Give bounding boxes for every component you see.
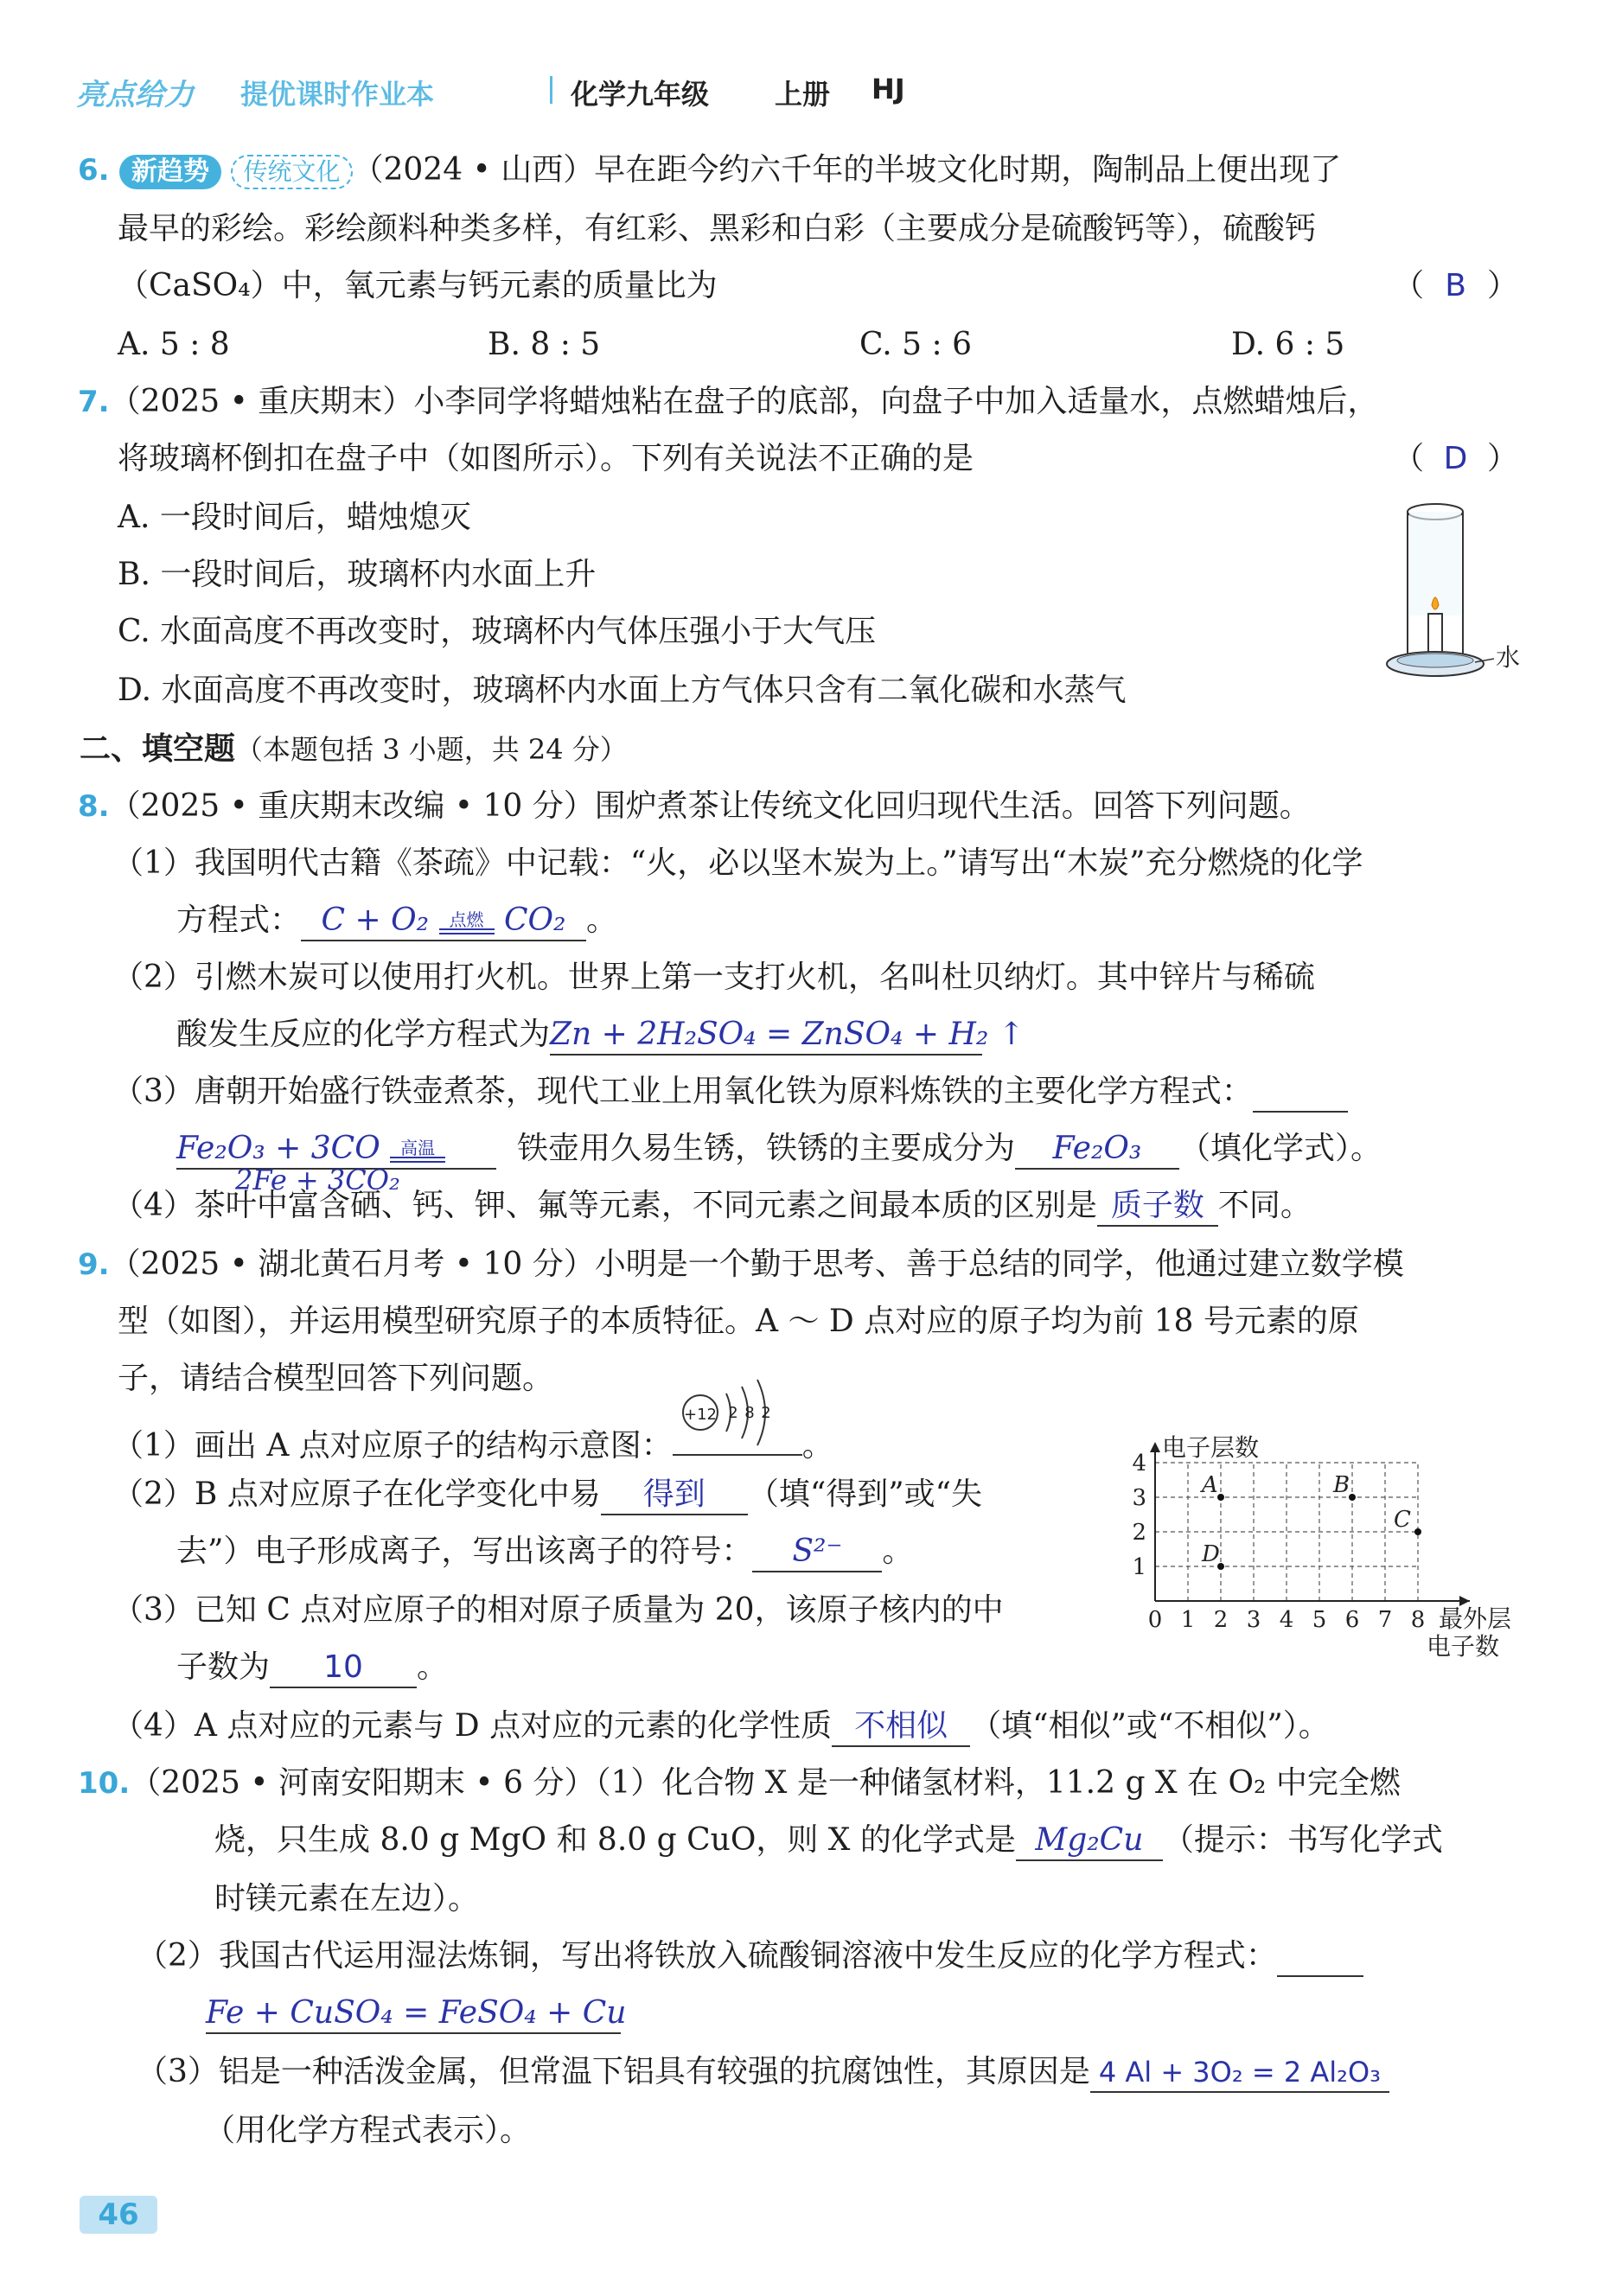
x-tick-label-4: 4 <box>1279 1607 1294 1633</box>
q10-p3a <box>137 2050 1389 2094</box>
q9-p1-answer-blank <box>673 1404 802 1456</box>
q8-p1-ans-left: C + O₂ <box>321 902 430 938</box>
q9-p2-answer: 得到 <box>601 1476 748 1515</box>
q6-text-1: （2024 • 山西）早在距今约六千年的半坡文化时期，陶制品上便出现了 <box>352 152 1342 188</box>
q9-p4a-text: （4）A 点对应的元素与 D 点对应的元素的化学性质 <box>112 1708 833 1744</box>
q8-p1-end: 。 <box>586 902 618 938</box>
q9-p1-end: 。 <box>801 1428 833 1464</box>
x-axis-label-line2: 电子数 <box>1427 1632 1500 1661</box>
q9-text-1: （2025 • 湖北黄石月考 • 10 分）小明是一个勤于思考、善于总结的同学，他通过建立数学模 <box>109 1247 1404 1282</box>
point-label-D: D <box>1202 1541 1220 1567</box>
q9-p1-text: （1）画出 A 点对应原子的结构示意图： <box>112 1428 673 1464</box>
condition-equal-sign <box>439 911 495 934</box>
atom-structure-diagram <box>673 1371 802 1449</box>
nucleus-charge: +12 <box>683 1406 717 1424</box>
q7-option-c: C. 水面高度不再改变时，玻璃杯内气体压强小于大气压 <box>118 614 877 649</box>
q7-option-d: D. 水面高度不再改变时，玻璃杯内水面上方气体只含有二氧化碳和水蒸气 <box>118 673 1127 708</box>
x-tick-label-7: 7 <box>1377 1607 1393 1633</box>
electron-shell-chart <box>1121 1418 1518 1677</box>
q8-p4 <box>112 1184 1312 1228</box>
q8-p4-end: 不同。 <box>1217 1188 1312 1223</box>
q8-p3-mid: 铁壶用久易生锈，铁锈的主要成分为 <box>517 1131 1016 1166</box>
q9-line1 <box>78 1243 1404 1286</box>
page-header <box>76 67 1546 111</box>
point-C <box>1414 1528 1421 1535</box>
point-A <box>1217 1494 1224 1501</box>
q10-p3a-text: （3）铝是一种活泼金属，但常温下铝具有较强的抗腐蚀性，其原因是 <box>137 2054 1090 2089</box>
q9-p2b-text: （填“得到”或“失 <box>747 1476 983 1512</box>
q8-p1-condition: 点燃 <box>449 909 484 930</box>
water-label: 水 <box>1496 643 1521 672</box>
q7-text-1: （2025 • 重庆期末）小李同学将蜡烛粘在盘子的底部，向盘子中加入适量水，点燃蜡烛后， <box>109 384 1379 419</box>
q10-line1 <box>78 1762 1401 1805</box>
q7-answer-bracket: （ D ） <box>1393 437 1518 481</box>
shell-1-electrons: 2 <box>728 1404 738 1422</box>
q6-option-c: C. 5 : 6 <box>859 327 972 362</box>
volume: 上册 <box>775 78 831 111</box>
q6-line2: 最早的彩绘。彩绘颜料种类多样，有红彩、黑彩和白彩（主要成分是硫酸钙等），硫酸钙 <box>118 211 1317 246</box>
q7-option-a: A. 一段时间后，蜡烛熄灭 <box>118 500 471 535</box>
q8-p2-answer: Zn + 2H₂SO₄ = ZnSO₄ + H₂ ↑ <box>550 1016 982 1056</box>
q8-number: 8. <box>78 789 110 824</box>
q9-line3: 子，请结合模型回答下列问题。 <box>118 1361 554 1396</box>
page-number <box>80 2196 157 2234</box>
x-tick-label-0: 0 <box>1147 1607 1163 1633</box>
edition: HJ <box>872 73 905 105</box>
q9-p2c-text: 去”）电子形成离子，写出该离子的符号： <box>176 1534 753 1569</box>
series: 提优课时作业本 <box>240 78 435 111</box>
q8-p3a-text: （3）唐朝开始盛行铁壶煮茶，现代工业上用氧化铁为原料炼铁的主要化学方程式： <box>112 1074 1253 1109</box>
q10-text-1: （2025 • 河南安阳期末 • 6 分）（1）化合物 X 是一种储氢材料，11.2 g X 在 O₂ 中完全燃 <box>130 1765 1401 1801</box>
q9-p3b <box>176 1646 448 1689</box>
q8-p3-answer-2: Fe₂O₃ <box>1015 1130 1179 1170</box>
y-tick-label-4: 4 <box>1132 1451 1146 1476</box>
q6-answer-bracket: （ B ） <box>1393 265 1518 308</box>
candle-glass-figure <box>1383 493 1530 692</box>
q10-p2-blank-start <box>1277 1937 1363 1977</box>
q9-p3b-text: 子数为 <box>176 1649 271 1685</box>
q6-line1 <box>78 149 1341 192</box>
q8-line1 <box>78 785 1311 828</box>
q6-option-a: A. 5 : 8 <box>118 327 230 362</box>
q9-p3a: （3）已知 C 点对应原子的相对原子质量为 20，该原子核内的中 <box>112 1592 1004 1628</box>
shell-3-electrons: 2 <box>761 1404 771 1422</box>
q6-option-d: D. 6 : 5 <box>1231 327 1345 362</box>
q6-option-b: B. 8 : 5 <box>488 327 601 362</box>
q10-p2b <box>206 1992 627 2035</box>
point-label-A: A <box>1202 1472 1218 1498</box>
x-tick-label-5: 5 <box>1312 1607 1327 1633</box>
q8-p3a <box>112 1070 1348 1113</box>
y-tick-label-1: 1 <box>1132 1554 1146 1580</box>
q8-p1b <box>176 899 617 942</box>
y-axis-label: 电子层数 <box>1162 1433 1260 1462</box>
q7-text-2: 将玻璃杯倒扣在盘子中（如图所示）。下列有关说法不正确的是 <box>118 441 974 476</box>
culture-tag: 传统文化 <box>231 155 352 189</box>
brand: 亮点给力 <box>76 78 194 112</box>
q9-p4-end: （填“相似”或“不相似”）。 <box>970 1708 1330 1744</box>
point-B <box>1349 1494 1356 1501</box>
q8-p2b-text: 酸发生反应的化学方程式为 <box>176 1017 551 1052</box>
shell-2-electrons: 8 <box>744 1404 755 1422</box>
q8-text-1: （2025 • 重庆期末改编 • 10 分）围炉煮茶让传统文化回归现代生活。回答下列问题。 <box>109 788 1311 824</box>
q9-p2-end: 。 <box>882 1534 914 1569</box>
q10-p2a <box>137 1935 1363 1978</box>
point-label-C: C <box>1394 1507 1411 1533</box>
q6-answer: B <box>1445 268 1466 303</box>
q6-text-3: （CaSO₄）中，氧元素与钙元素的质量比为 <box>118 268 718 303</box>
q10-line3: 时镁元素在左边）。 <box>214 1881 480 1917</box>
point-label-B: B <box>1333 1472 1350 1498</box>
section-title: 二、填空题 <box>80 731 236 767</box>
q10-text-2a: 烧，只生成 8.0 g MgO 和 8.0 g CuO，则 X 的化学式是 <box>214 1822 1016 1858</box>
q9-p2-answer-2: S²⁻ <box>752 1533 882 1572</box>
q8-p1-ans-right: CO₂ <box>503 902 566 938</box>
q9-p3-answer: 10 <box>270 1649 417 1688</box>
q10-p3b: （用化学方程式表示）。 <box>204 2113 532 2148</box>
q10-p2a-text: （2）我国古代运用湿法炼铜，写出将铁放入硫酸铜溶液中发生反应的化学方程式： <box>137 1938 1277 1974</box>
y-tick-label-2: 2 <box>1132 1520 1146 1546</box>
y-tick-label-3: 3 <box>1132 1485 1146 1511</box>
header-divider <box>550 76 552 104</box>
q8-p4-answer: 质子数 <box>1097 1187 1218 1227</box>
q8-p3-ans-right: 2Fe + 3CO₂ <box>235 1164 400 1196</box>
q7-option-b: B. 一段时间后，玻璃杯内水面上升 <box>118 557 597 592</box>
condition-equal-sign-2 <box>390 1139 445 1163</box>
q10-answer-3: 4 Al + 3O₂ = 2 Al₂O₃ <box>1090 2053 1389 2093</box>
q9-p2a-text: （2）B 点对应原子在化学变化中易 <box>112 1476 601 1512</box>
q10-line2 <box>214 1819 1443 1862</box>
q7-number: 7. <box>78 385 110 419</box>
q8-p2a: （2）引燃木炭可以使用打火机。世界上第一支打火机，名叫杜贝纳灯。其中锌片与稀硫 <box>112 960 1315 995</box>
q9-p4 <box>112 1705 1330 1748</box>
q10-answer-2: Fe + CuSO₄ = FeSO₄ + Cu <box>206 1994 621 2034</box>
q10-answer-1: Mg₂Cu <box>1016 1821 1163 1861</box>
q8-p1a: （1）我国明代古籍《茶疏》中记载：“火，必以坚木炭为上。”请写出“木炭”充分燃烧的化学 <box>112 845 1363 881</box>
page-number-text: 46 <box>98 2197 139 2232</box>
q7-line2 <box>118 437 1518 481</box>
x-tick-label-8: 8 <box>1410 1607 1426 1633</box>
q8-p3-blank-start <box>1253 1073 1348 1113</box>
q7-line1 <box>78 380 1378 424</box>
q9-p4-answer: 不相似 <box>832 1707 970 1747</box>
q8-p3-ans-left: Fe₂O₃ + 3CO <box>176 1131 380 1166</box>
subject: 化学九年级 <box>571 78 710 111</box>
trend-tag: 新趋势 <box>119 155 221 189</box>
x-tick-label-3: 3 <box>1246 1607 1261 1633</box>
q9-line2: 型（如图），并运用模型研究原子的本质特征。A ～ D 点对应的原子均为前 18 号元素的原 <box>118 1304 1359 1339</box>
x-axis-label-line1: 最外层 <box>1439 1604 1512 1633</box>
section-2-title <box>80 728 628 771</box>
q8-p2b <box>176 1013 1025 1056</box>
q8-p1b-text: 方程式： <box>176 902 302 938</box>
q10-number: 10. <box>78 1766 131 1801</box>
q7-answer: D <box>1443 441 1468 476</box>
q9-number: 9. <box>78 1247 110 1282</box>
q8-p3-condition: 高温 <box>400 1137 436 1158</box>
q6-line3 <box>118 265 1518 308</box>
y-axis-arrow <box>1150 1442 1160 1452</box>
q8-p1-answer-blank <box>301 902 586 941</box>
section-note: （本题包括 3 小题，共 24 分） <box>235 733 628 766</box>
q9-p2c <box>176 1530 913 1573</box>
q8-p3-end: （填化学式）。 <box>1179 1131 1382 1166</box>
q9-p1 <box>112 1404 833 1468</box>
q9-p2a <box>112 1473 982 1516</box>
x-tick-label-6: 6 <box>1344 1607 1360 1633</box>
q10-text-2b: （提示：书写化学式 <box>1162 1822 1443 1858</box>
q8-p4a-text: （4）茶叶中富含硒、钙、钾、氟等元素，不同元素之间最本质的区别是 <box>112 1188 1097 1223</box>
q9-p3-end: 。 <box>417 1649 449 1685</box>
q6-number: 6. <box>78 153 110 188</box>
x-tick-label-1: 1 <box>1180 1607 1196 1633</box>
x-tick-label-2: 2 <box>1213 1607 1229 1633</box>
